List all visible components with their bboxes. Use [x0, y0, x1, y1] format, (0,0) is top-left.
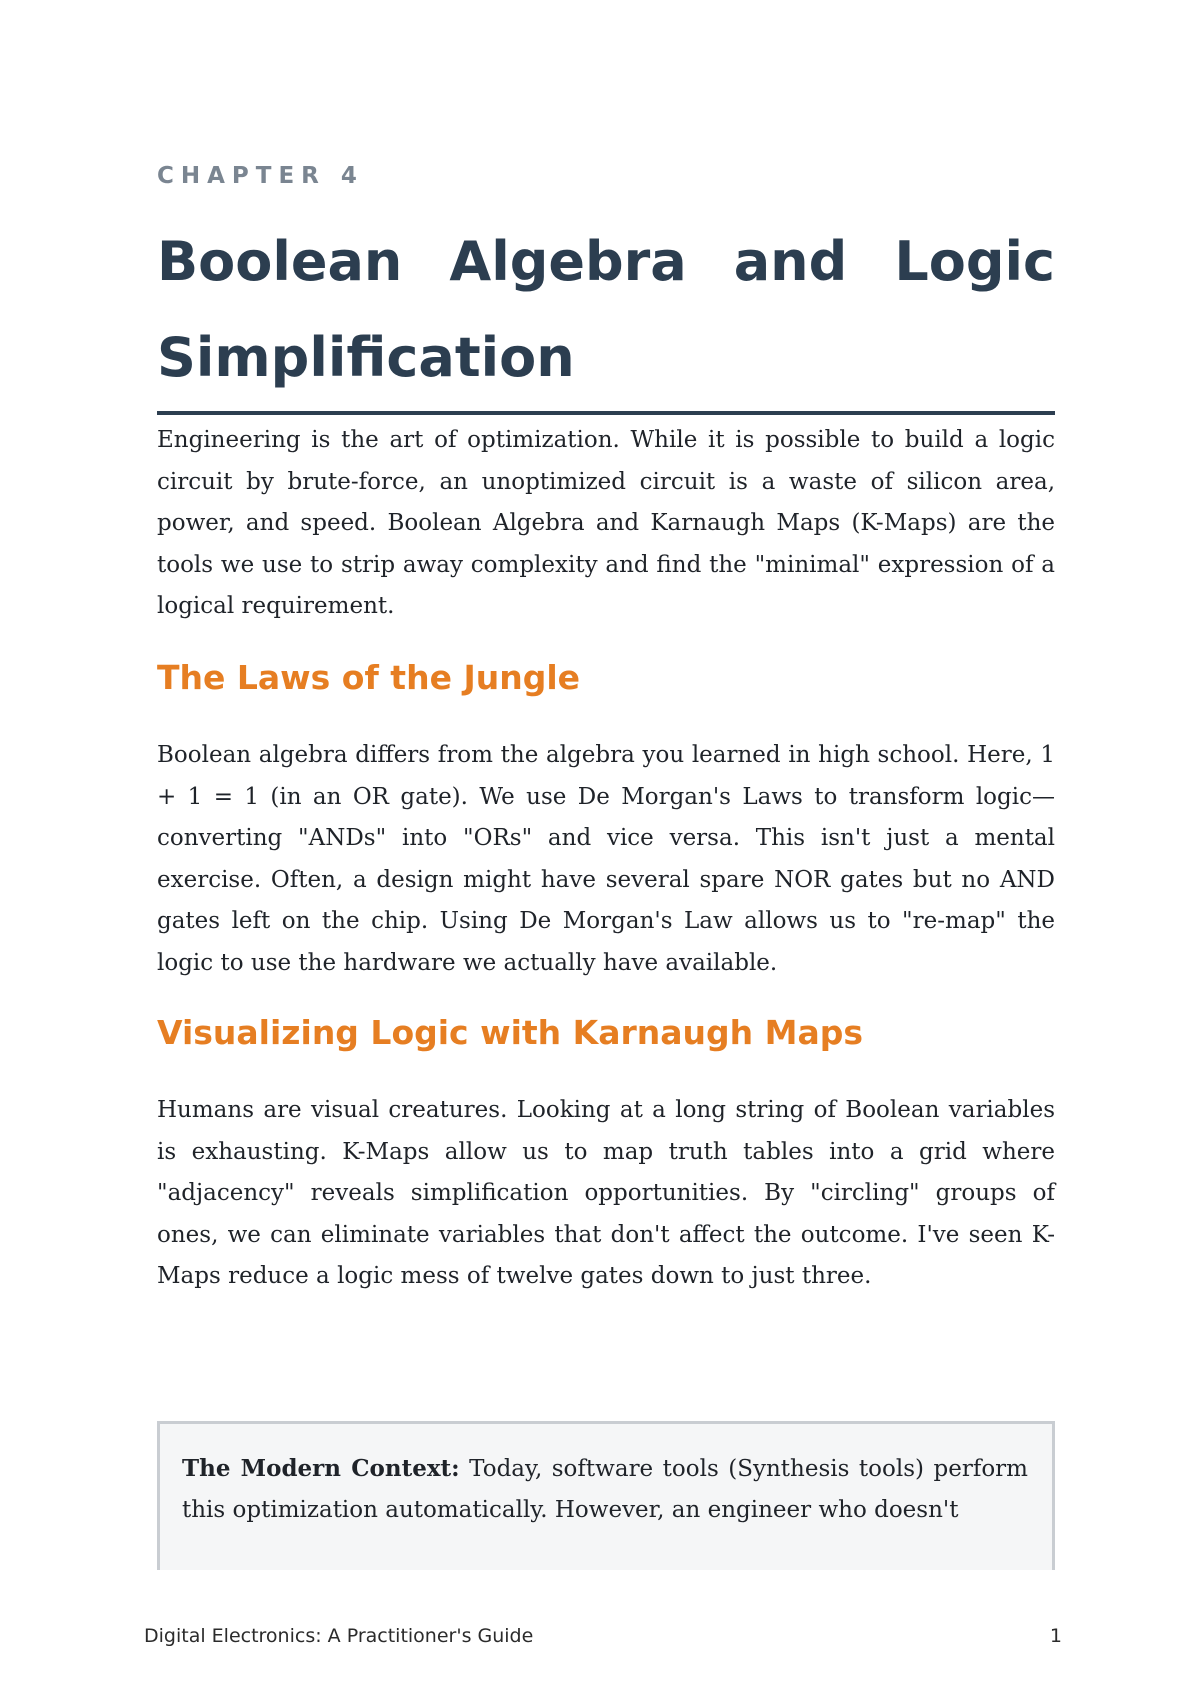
footer-page-number: 1: [1049, 1625, 1062, 1647]
callout-label: The Modern Context:: [182, 1455, 460, 1482]
section-heading-laws: The Laws of the Jungle: [157, 658, 581, 697]
chapter-title-line-1: Boolean Algebra and Logic: [157, 230, 1055, 293]
callout-body: Today, software tools (Synthesis tools) perform this optimization automatically. However, an engineer who doesn't: [182, 1456, 1028, 1523]
section-body-karnaugh: Humans are visual creatures. Looking at a long string of Boolean variables is exhausting. K-Maps allow us to map truth tables into a grid where "adjacency" reveals simplification opportunities. By "circling" groups of ones, we can eliminate variables that don't affect the outcome. I've seen K-Maps reduce a logic mess of twelve gates down to just three.: [157, 1097, 1055, 1289]
title-divider: [157, 411, 1055, 415]
footer-book-title: Digital Electronics: A Practitioner's Guide: [144, 1625, 534, 1647]
intro-paragraph: Engineering is the art of optimization. While it is possible to build a logic circuit by brute-force, an unoptimized circuit is a waste of silicon area, power, and speed. Boolean Algebra and Karnaugh Maps (K-Maps) are the tools we use to strip away complexity and find the "minimal" expression of a logical requirement.: [157, 427, 1055, 619]
callout-box: [157, 1421, 1055, 1570]
section-heading-karnaugh: Visualizing Logic with Karnaugh Maps: [157, 1013, 864, 1052]
chapter-label: CHAPTER 4: [157, 163, 364, 189]
section-body-laws: Boolean algebra differs from the algebra you learned in high school. Here, 1 + 1 = 1 (in an OR gate). We use De Morgan's Laws to transform logic—converting "ANDs" into "ORs" and vice versa. This isn't just a mental exercise. Often, a design might have several spare NOR gates but no AND gates left on the chip. Using De Morgan's Law allows us to "re-map" the logic to use the hardware we actually have available.: [157, 742, 1055, 976]
chapter-title-line-2: Simplification: [157, 326, 575, 389]
callout-text: [182, 1448, 1028, 1531]
chapter-title: [157, 214, 1055, 406]
